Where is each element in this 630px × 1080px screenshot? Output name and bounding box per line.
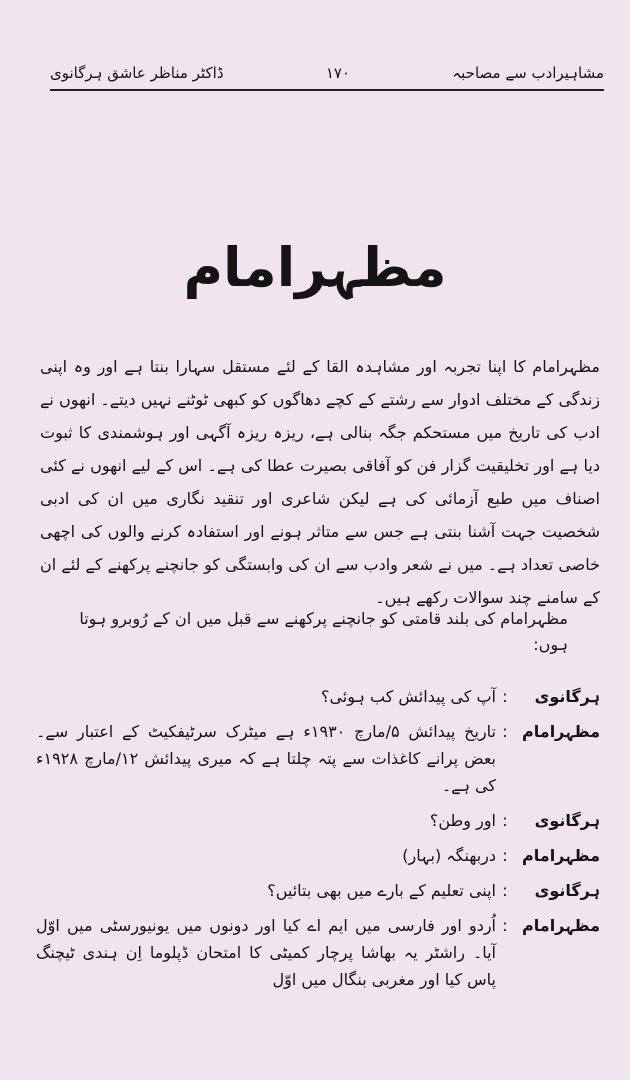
speaker-label: ہرگانوی [534,687,600,706]
qa-text: آپ کی پیدائش کب ہوئی؟ [320,687,496,706]
speaker-separator: : [502,722,508,741]
speaker-separator: : [502,846,508,865]
qa-row [36,842,600,869]
page-header [50,58,604,88]
speaker-label: مظہرامام [522,722,600,741]
speaker-separator: : [502,687,508,706]
speaker-label: مظہرامام [522,916,600,935]
chapter-title: مظہرامام [183,236,447,299]
qa-text: اُردو اور فارسی میں ایم اے کیا اور دونوں میں یونیورسٹی میں اوّل آیا۔ راشٹر یہ بھاشا پرچار کمیٹی کا امتحان ڈپلوما اِن ہندی ٹیچنگ پاس کیا اور مغربی بنگال میں اوّل [36,916,496,989]
speaker-separator: : [502,811,508,830]
qa-row [36,718,600,799]
intro-paragraph: مظہرامام کا اپنا تجربہ اور مشاہدہ القا کے لئے مستقل سہارا بنتا ہے اور وہ اپنی زندگی کے مختلف ادوار سے رشتے کے کچے دھاگوں کو کبھی ٹوٹنے نہیں دیتے۔ انھوں نے ادب کی تاریخ میں مستحکم جگہ بنالی ہے، ریزہ ریزہ آگہی اور ہوشمندی کا ثبوت دیا ہے اور تخلیقیت گزار فن کو آفاقی بصیرت عطا کی ہے۔ اس کے لیے انھوں نے کئی اصناف میں طبع آزمائی کی ہے لیکن شاعری اور تنقید نگاری میں ان کی ادبی شخصیت جہت آشنا بنتی ہے جس سے متاثر ہونے اور استفادہ کرنے والوں کی اچھی خاصی تعداد ہے۔ میں نے شعر وادب سے ان کی وابستگی کو جانچنے پرکھنے کے لئے ان کے سامنے چند سوالات رکھے ہیں۔ [40,357,600,607]
qa-row [36,877,600,904]
speaker-separator: : [502,916,508,935]
speaker-separator: : [502,881,508,900]
header-rule [50,89,604,91]
qa-row [36,912,600,993]
intro-lead-line: مظہرامام کی بلند قامتی کو جانچنے پرکھنے سے قبل میں ان کے رُوبرو ہوتا ہوں: [79,609,568,654]
book-title: مشاہیرادب سے مصاحبہ [452,64,604,82]
qa-text: دربھنگہ (بہار) [402,846,496,865]
page-number: ۱۷۰ [325,64,351,82]
speaker-label: مظہرامام [522,846,600,865]
author-name: ڈاکٹر مناظر عاشق ہرگانوی [50,64,224,82]
speaker-label: ہرگانوی [534,811,600,830]
qa-text: اور وطن؟ [429,811,496,830]
speaker-label: ہرگانوی [534,881,600,900]
qa-row [36,683,600,710]
qa-row [36,807,600,834]
qa-text: اپنی تعلیم کے بارے میں بھی بتائیں؟ [267,881,496,900]
interview-section [36,683,600,1001]
qa-text: تاریخ پیدائش ۵/مارچ ۱۹۳۰ء ہے میٹرک سرٹیفکیٹ کے اعتبار سے۔ بعض پرانے کاغذات سے پتہ چلتا ہے کہ میری پیدائش ۱۲/مارچ ۱۹۲۸ء کی ہے۔ [36,722,497,795]
